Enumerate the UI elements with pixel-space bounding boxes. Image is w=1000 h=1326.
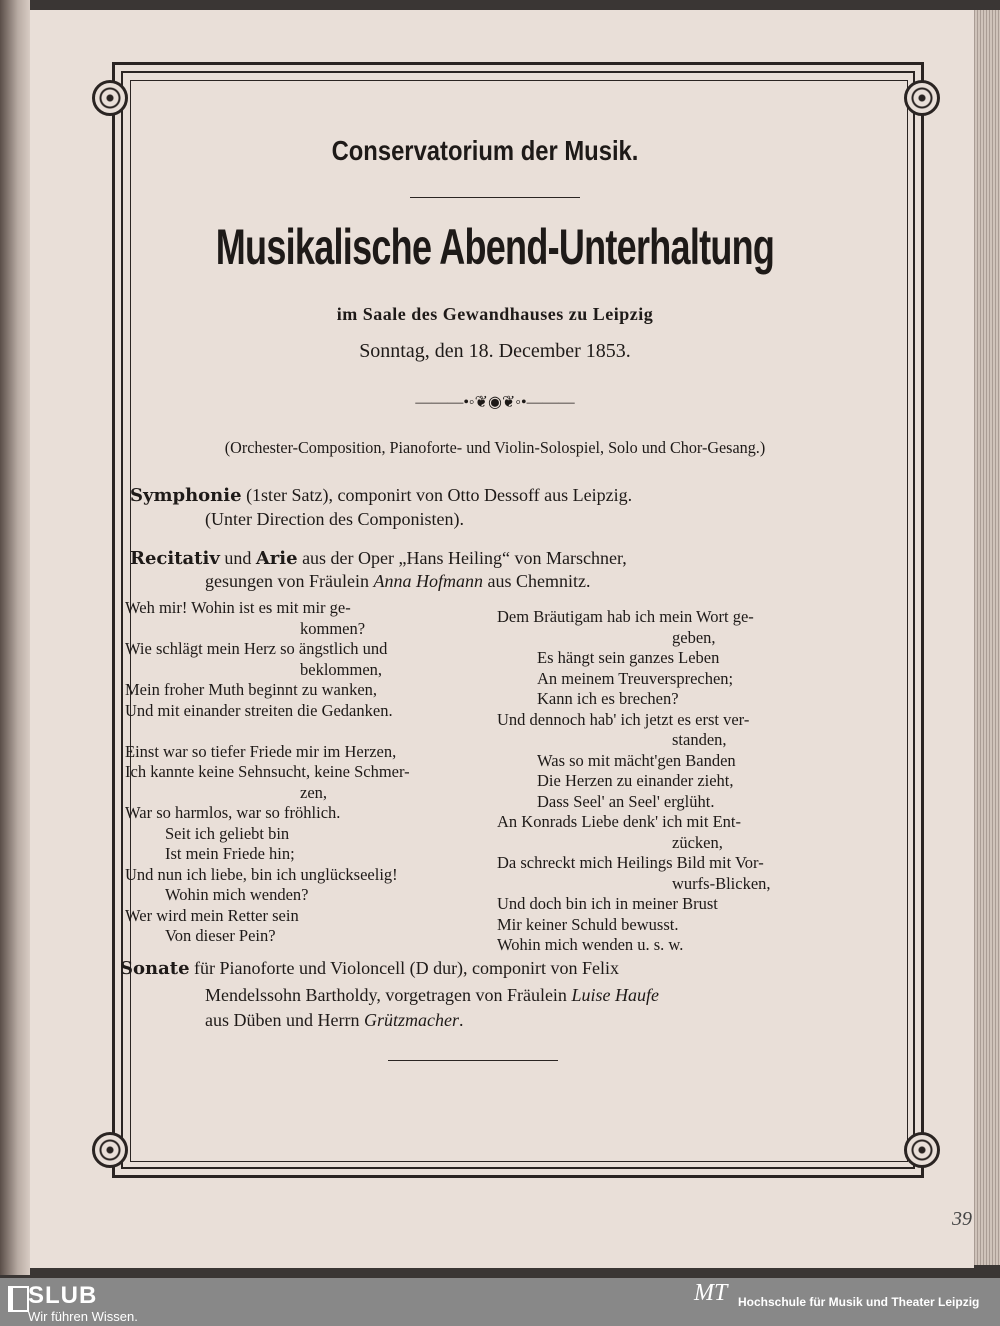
slub-slogan: Wir führen Wissen.	[28, 1309, 138, 1324]
hmt-logo-icon[interactable]: MT	[694, 1280, 728, 1306]
program-item-sonate-line2	[205, 985, 659, 1006]
lyric-line: standen,	[672, 730, 727, 749]
divider	[410, 197, 580, 198]
piece-name: Symphonie	[130, 485, 242, 506]
text: aus Chemnitz.	[482, 571, 591, 591]
lyric-line: zen,	[300, 782, 328, 802]
footer-bar	[0, 1278, 1000, 1326]
lyric-line: Ist mein Friede hin;	[165, 844, 295, 863]
program-item-sonate-line3	[205, 1010, 463, 1031]
lyric-line: Da schreckt mich Heilings Bild mit Vor-	[497, 853, 764, 872]
lyric-line: Und nun ich liebe, bin ich unglückseelig!	[125, 864, 398, 884]
lyric-line: Und mit einander streiten die Gedanken.	[125, 700, 393, 720]
lyrics-left-column	[125, 598, 485, 947]
program-item-sonate	[120, 958, 619, 979]
program-subtitle: (Orchester-Composition, Pianoforte- und Violin-Solospiel, Solo und Chor-Gesang.)	[224, 438, 766, 457]
piece-details: (1ster Satz), componirt von Otto Dessoff aus Leipzig.	[241, 485, 633, 505]
text: gesungen von Fräulein	[205, 571, 374, 591]
corner-rosette-icon	[92, 80, 128, 116]
lyric-line: Seit ich geliebt bin	[165, 823, 290, 843]
lyric-line: wurfs-Blicken,	[672, 873, 771, 893]
lyric-line: Ich kannte keine Sehnsucht, keine Schmer-	[125, 762, 410, 781]
venue: im Saale des Gewandhauses zu Leipzig	[336, 304, 654, 324]
lyric-line: Und dennoch hab' ich jetzt es erst ver-	[497, 709, 750, 729]
lyric-line: beklommen,	[300, 659, 383, 679]
text: und	[219, 548, 256, 568]
ornament-divider-icon: ———•◦❦◉❦◦•———	[415, 394, 575, 411]
piece-details: für Pianoforte und Violoncell (D dur), componirt von Felix	[189, 958, 620, 978]
performer-name: Anna Hofmann	[373, 571, 483, 591]
text: aus Düben und Herrn	[205, 1010, 364, 1030]
institution-heading: Conservatorium der Musik.	[331, 135, 639, 166]
lyric-line: Was so mit mächt'gen Banden	[537, 750, 736, 770]
partner-name[interactable]: Hochschule für Musik und Theater Leipzig	[738, 1295, 980, 1309]
corner-rosette-icon	[904, 1132, 940, 1168]
lyric-line	[125, 721, 485, 742]
document-title: Musikalische Abend-Unterhaltung	[215, 219, 775, 275]
program-item-recitativ-line2	[205, 571, 590, 592]
lyric-line: Es hängt sein ganzes Leben	[537, 648, 720, 667]
lyric-line: geben,	[672, 627, 716, 647]
divider	[388, 1060, 558, 1061]
lyric-line: Wohin mich wenden?	[165, 885, 309, 904]
piece-name: Recitativ	[130, 548, 220, 569]
book-spine-edge	[0, 0, 30, 1275]
slub-logo[interactable]: SLUB	[28, 1282, 98, 1309]
slub-book-icon[interactable]	[8, 1286, 29, 1312]
lyric-line: zücken,	[672, 832, 723, 852]
lyric-line: Mein froher Muth beginnt zu wanken,	[125, 680, 378, 699]
performer-name: Luise Haufe	[571, 985, 659, 1005]
lyric-line: Wie schlägt mein Herz so ängstlich und	[125, 639, 388, 658]
lyric-line: kommen?	[300, 618, 366, 638]
page-edges	[972, 10, 1000, 1265]
piece-name: Sonate	[120, 958, 190, 979]
lyric-line: War so harmlos, war so fröhlich.	[125, 803, 341, 822]
lyric-line: Dem Bräutigam hab ich mein Wort ge-	[497, 607, 754, 626]
performer-name: Grützmacher	[363, 1010, 459, 1030]
program-item-symphonie-line2: (Unter Direction des Componisten).	[205, 509, 464, 529]
lyric-line: Wohin mich wenden u. s. w.	[497, 935, 684, 954]
lyric-line: Die Herzen zu einander zieht,	[537, 771, 734, 790]
lyric-line: Kann ich es brechen?	[537, 689, 679, 708]
text: .	[458, 1010, 464, 1030]
lyric-line: Einst war so tiefer Friede mir im Herzen,	[125, 741, 397, 761]
lyrics-right-column	[497, 607, 857, 956]
piece-name: Arie	[255, 548, 298, 569]
lyric-line: Von dieser Pein?	[165, 926, 276, 945]
lyric-line: Und doch bin ich in meiner Brust	[497, 894, 718, 913]
corner-rosette-icon	[92, 1132, 128, 1168]
lyric-line: An Konrads Liebe denk' ich mit Ent-	[497, 812, 741, 831]
program-item-recitativ	[130, 548, 627, 569]
lyric-line: Dass Seel' an Seel' erglüht.	[537, 791, 715, 811]
page-number: 39	[952, 1208, 972, 1230]
lyric-line: An meinem Treuversprechen;	[537, 668, 734, 688]
lyric-line: Wer wird mein Retter sein	[125, 905, 299, 925]
lyric-line: Mir keiner Schuld bewusst.	[497, 914, 679, 934]
text: Mendelssohn Bartholdy, vorgetragen von Fräulein	[205, 985, 572, 1005]
piece-details: aus der Oper „Hans Heiling“ von Marschner,	[297, 548, 627, 568]
program-item-symphonie	[130, 485, 632, 506]
lyric-line: Weh mir! Wohin ist es mit mir ge-	[125, 598, 351, 617]
date: Sonntag, den 18. December 1853.	[359, 340, 631, 362]
corner-rosette-icon	[904, 80, 940, 116]
